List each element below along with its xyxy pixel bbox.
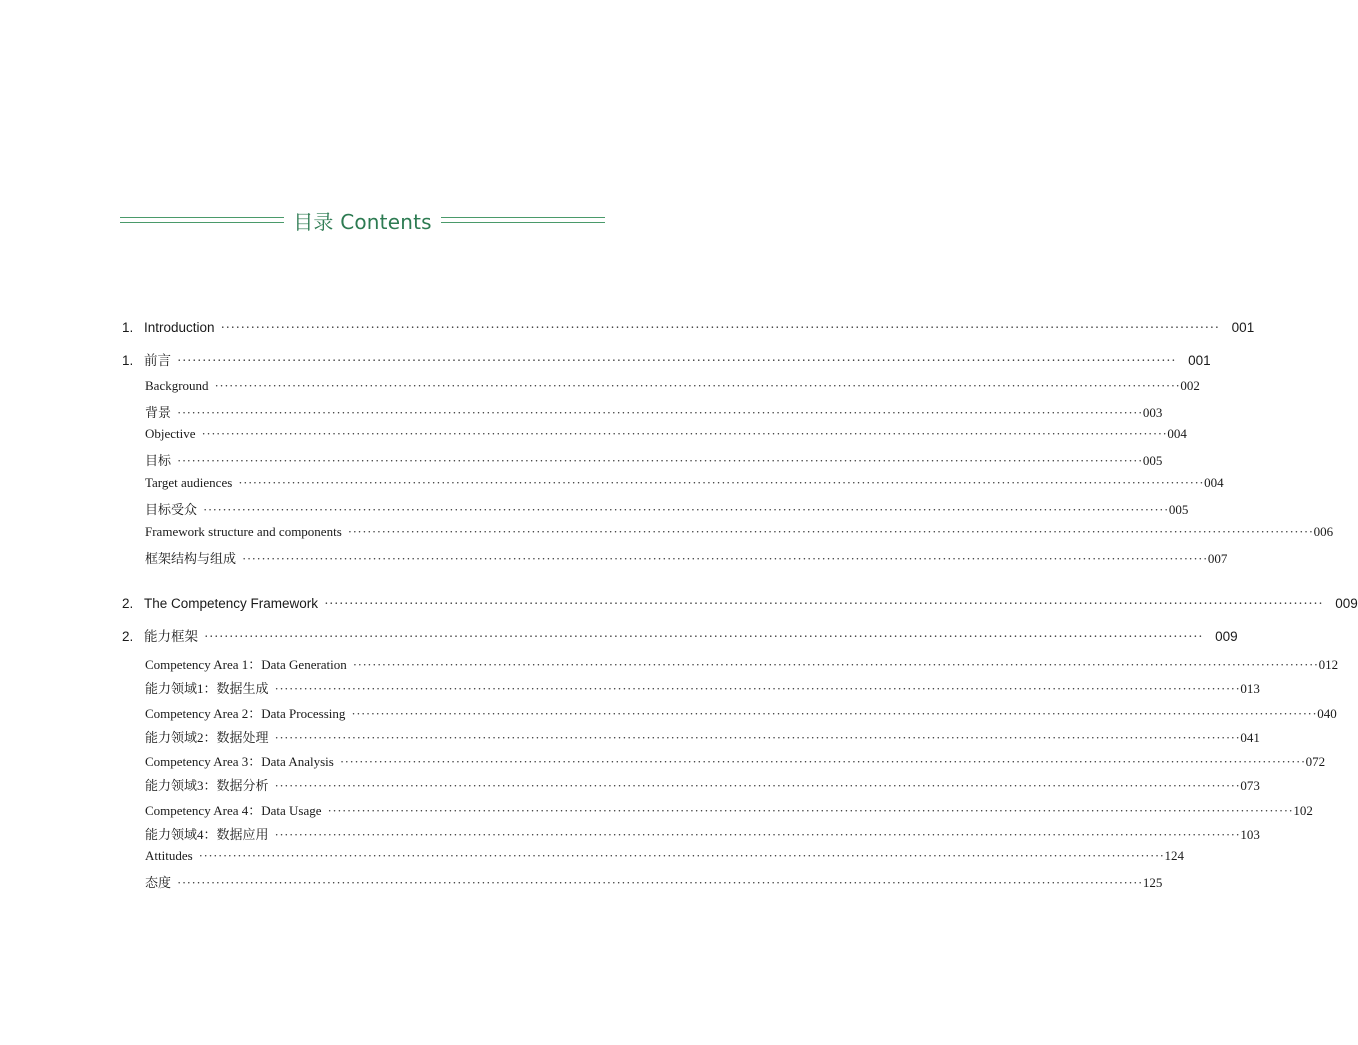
toc-label: 能力框架	[144, 629, 198, 644]
toc-page: 040	[1317, 706, 1337, 721]
toc-page: 004	[1167, 426, 1187, 441]
dot-leader: ········································································································································································································	[177, 875, 1143, 890]
toc-subitem-attitudes-zh[interactable]	[145, 872, 1163, 891]
toc-subitem-area-1-zh[interactable]	[145, 678, 1260, 697]
dot-leader: ········································································································································································································	[201, 426, 1168, 441]
toc-subitem-area-2[interactable]	[145, 703, 1337, 722]
toc-page: 001	[1188, 353, 1211, 368]
toc-number: 1.	[122, 353, 134, 368]
dot-leader: ········································································································································································································	[238, 475, 1205, 490]
toc-label: Competency Area 4：Data Usage	[145, 803, 322, 818]
toc-label: 背景	[145, 405, 172, 420]
toc-page: 006	[1313, 524, 1334, 539]
toc-number: 1.	[122, 320, 134, 335]
dot-leader: ········································································································································································································	[220, 320, 1220, 335]
toc-label: Competency Area 3：Data Analysis	[145, 754, 334, 769]
toc-label: Attitudes	[145, 848, 193, 863]
toc-label: 前言	[144, 353, 171, 368]
dot-leader: ········································································································································································································	[327, 803, 1294, 818]
toc-subitem-objective[interactable]	[145, 426, 1187, 442]
dot-leader: ········································································································································································································	[177, 405, 1143, 420]
toc-label: 目标受众	[145, 502, 198, 517]
toc-label: Target audiences	[145, 475, 233, 490]
dot-leader: ········································································································································································································	[274, 827, 1241, 842]
toc-subitem-objective-zh[interactable]	[145, 450, 1163, 469]
toc-page: 124	[1164, 848, 1184, 863]
dot-leader: ········································································································································································································	[347, 524, 1314, 539]
toc-section-2-en[interactable]	[122, 596, 1358, 612]
toc-page: 002	[1180, 378, 1200, 393]
toc-label: Introduction	[144, 320, 215, 335]
toc-label: 能力领域1：数据生成	[145, 681, 269, 696]
toc-page: 072	[1305, 754, 1326, 769]
dot-leader: ········································································································································································································	[214, 378, 1181, 393]
header-rule-right	[441, 217, 605, 223]
dot-leader: ········································································································································································································	[339, 754, 1306, 769]
dot-leader: ········································································································································································································	[242, 551, 1208, 566]
toc-page: 009	[1215, 629, 1238, 644]
toc-label: 能力领域3：数据分析	[145, 778, 269, 793]
toc-label: 目标	[145, 453, 172, 468]
toc-page: 007	[1207, 551, 1228, 566]
toc-label: Objective	[145, 426, 196, 441]
toc-label: Competency Area 1：Data Generation	[145, 657, 347, 672]
dot-leader: ········································································································································································································	[177, 453, 1143, 468]
toc-subitem-area-4[interactable]	[145, 800, 1313, 819]
toc-label: 能力领域2：数据处理	[145, 730, 269, 745]
toc-label: 态度	[145, 875, 172, 890]
toc-subitem-target-audiences-zh[interactable]	[145, 499, 1189, 518]
dot-leader: ········································································································································································································	[198, 848, 1165, 863]
toc-page: 073	[1240, 778, 1260, 793]
toc-subitem-attitudes[interactable]	[145, 848, 1184, 864]
toc-label: 框架结构与组成	[145, 551, 237, 566]
dot-leader: ········································································································································································································	[204, 629, 1204, 644]
toc-page: 103	[1240, 827, 1260, 842]
toc-subitem-area-1[interactable]	[145, 654, 1339, 673]
dot-leader: ········································································································································································································	[177, 353, 1177, 368]
toc-page: 009	[1335, 596, 1358, 611]
toc-subitem-framework-structure-zh[interactable]	[145, 548, 1228, 567]
toc-section-2-zh[interactable]	[122, 625, 1238, 645]
toc-subitem-background-zh[interactable]	[145, 402, 1163, 421]
dot-leader: ········································································································································································································	[352, 657, 1319, 672]
toc-subitem-target-audiences[interactable]	[145, 475, 1224, 491]
dot-leader: ········································································································································································································	[274, 681, 1241, 696]
toc-page: 005	[1142, 453, 1163, 468]
toc-page: 125	[1142, 875, 1163, 890]
toc-number: 2.	[122, 596, 134, 611]
dot-leader: ········································································································································································································	[351, 706, 1318, 721]
toc-label: 能力领域4：数据应用	[145, 827, 269, 842]
dot-leader: ········································································································································································································	[274, 778, 1241, 793]
toc-subitem-area-2-zh[interactable]	[145, 727, 1260, 746]
contents-header	[120, 203, 605, 237]
toc-number: 2.	[122, 629, 134, 644]
toc-label: Competency Area 2：Data Processing	[145, 706, 346, 721]
toc-page: 003	[1142, 405, 1163, 420]
toc-subitem-area-3[interactable]	[145, 751, 1326, 770]
toc-subitem-area-3-zh[interactable]	[145, 775, 1260, 794]
toc-page: 041	[1240, 730, 1260, 745]
dot-leader: ········································································································································································································	[203, 502, 1169, 517]
toc-page: 102	[1293, 803, 1313, 818]
dot-leader: ········································································································································································································	[274, 730, 1241, 745]
toc-page: 013	[1240, 681, 1260, 696]
dot-leader: ········································································································································································································	[324, 596, 1324, 611]
toc-section-1-zh[interactable]	[122, 349, 1211, 369]
toc-page: 004	[1204, 475, 1224, 490]
header-rule-left	[120, 217, 284, 223]
toc-section-1-en[interactable]	[122, 320, 1255, 336]
toc-page: 005	[1168, 502, 1189, 517]
toc-label: Framework structure and components	[145, 524, 342, 539]
toc-page: 012	[1318, 657, 1339, 672]
toc-subitem-background[interactable]	[145, 378, 1200, 394]
toc-label: The Competency Framework	[144, 596, 319, 611]
page-title: 目录 Contents	[293, 209, 432, 234]
toc-page: 001	[1231, 320, 1255, 335]
toc-subitem-framework-structure[interactable]	[145, 524, 1334, 540]
toc-label: Background	[145, 378, 209, 393]
toc-subitem-area-4-zh[interactable]	[145, 824, 1260, 843]
